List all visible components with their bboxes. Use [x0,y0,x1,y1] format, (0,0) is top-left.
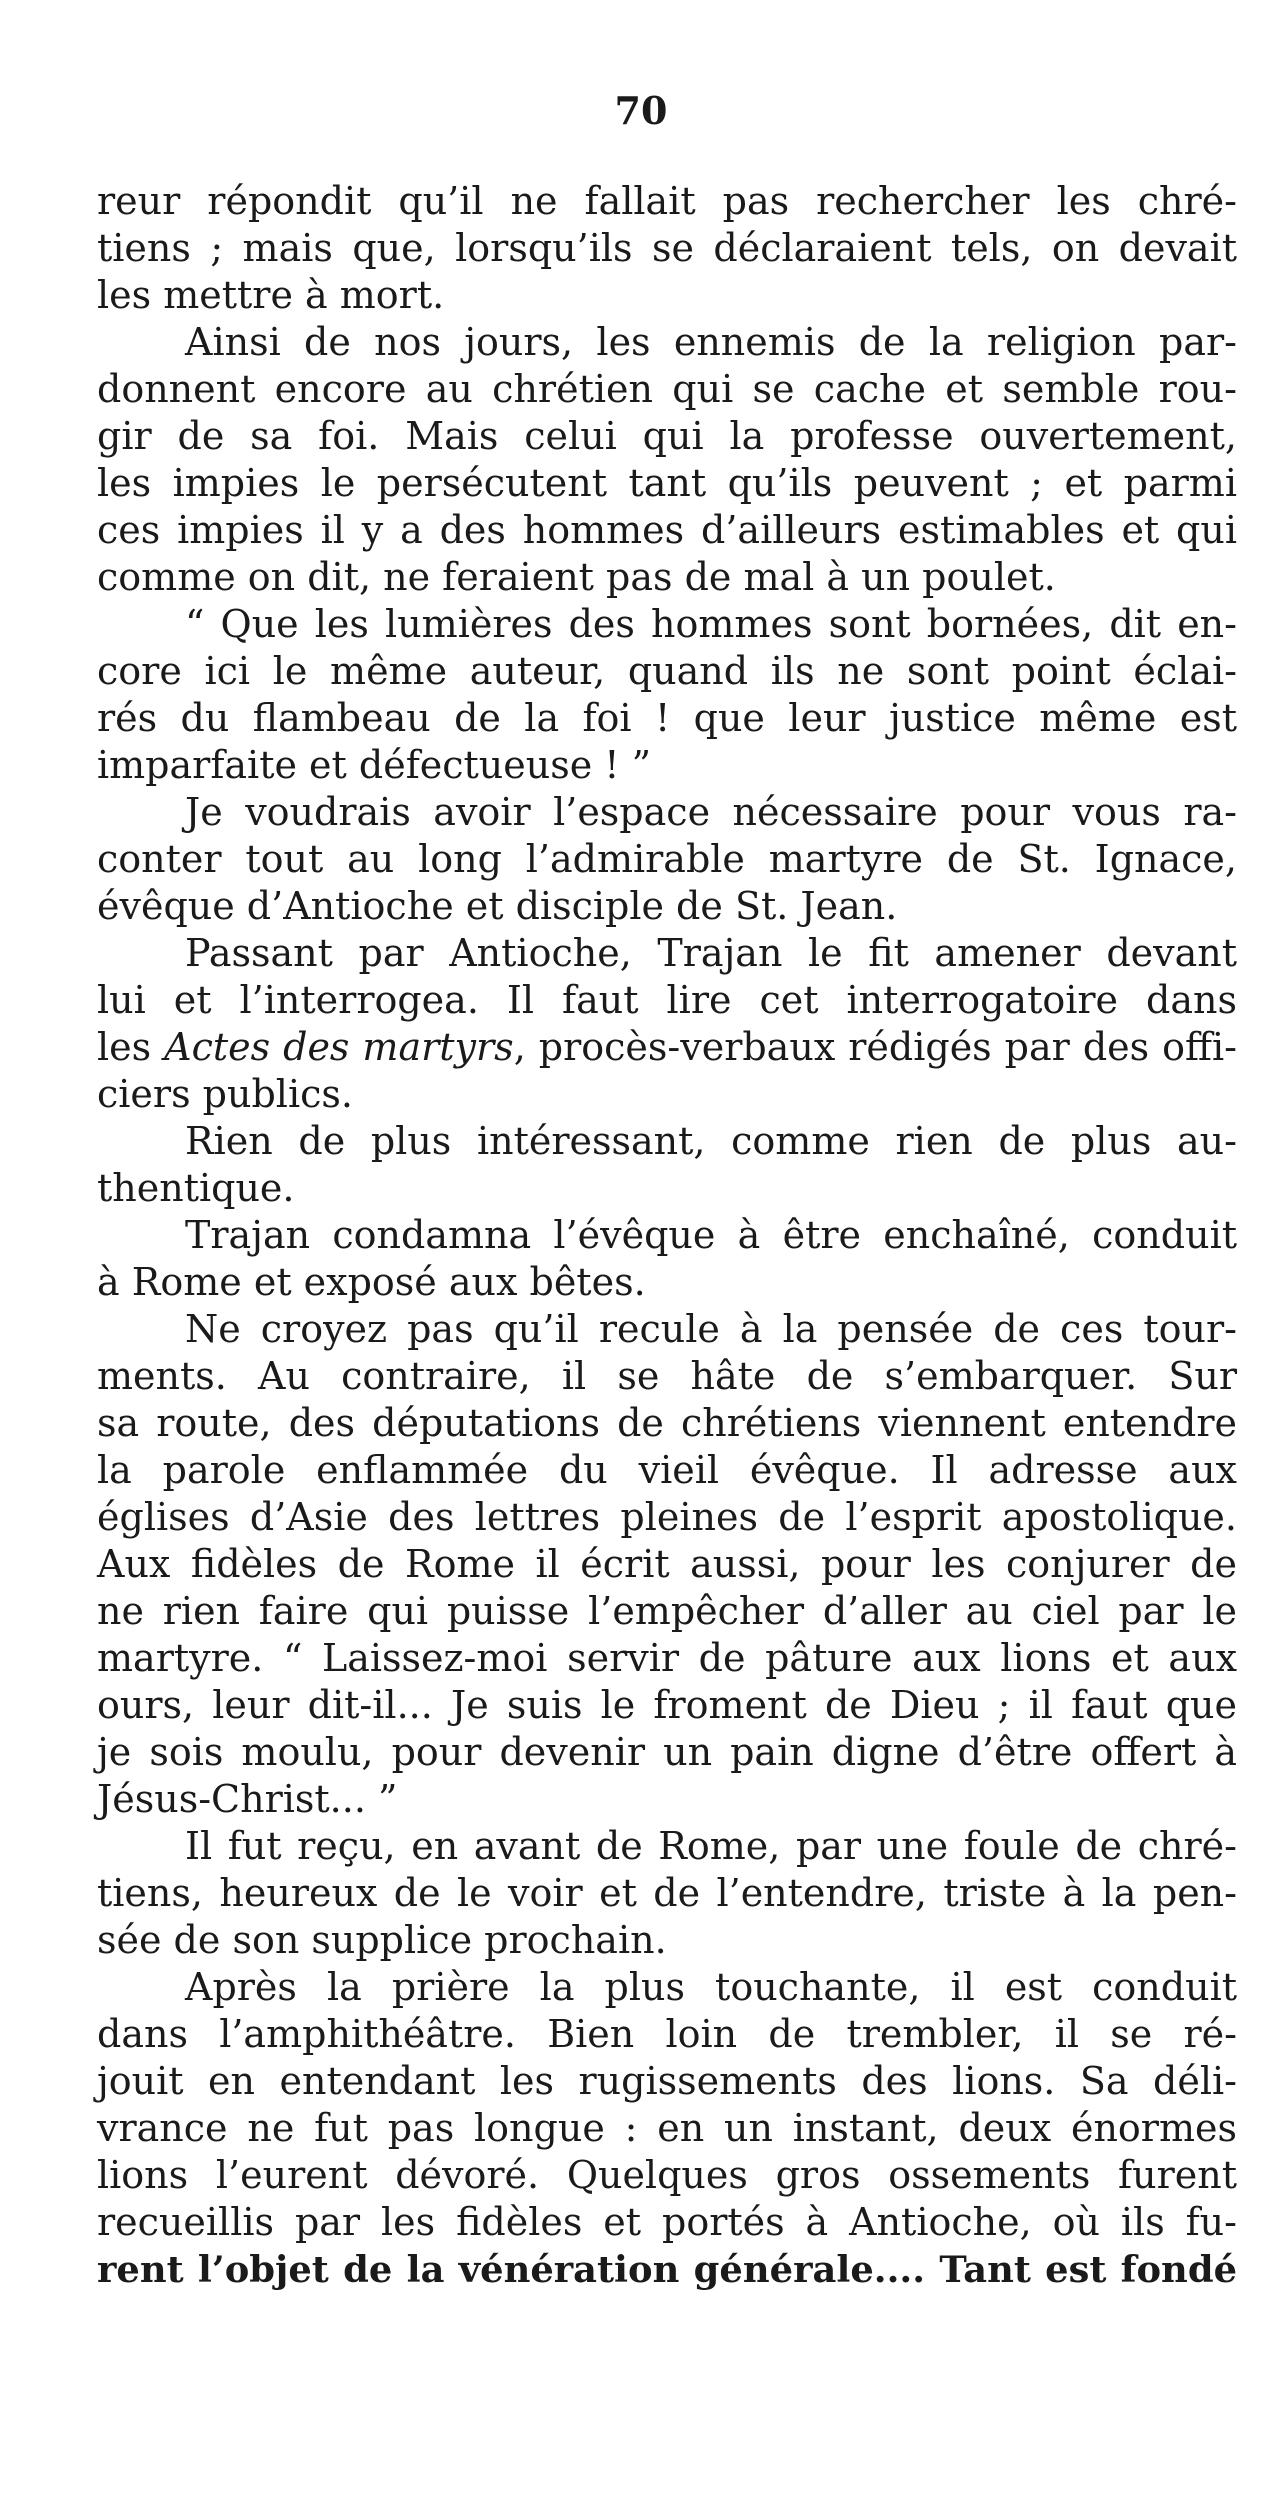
text-line-end: , procès-verbaux rédigés par des offi- [513,1025,1237,1069]
text-line: Ainsi de nos jours, les ennemis de la religion par- [185,320,1237,364]
text-line: évêque d’Antioche et disciple de St. Jean. [97,884,898,928]
text-line: Il fut reçu, en avant de Rome, par une foule de chré- [185,1824,1237,1868]
text-line: lions l’eurent dévoré. Quelques gros ossements furent [97,2153,1237,2197]
text-line: vrance ne fut pas longue : en un instant, deux énormes [97,2106,1237,2150]
text-line: lui et l’interrogea. Il faut lire cet interrogatoire dans [97,978,1237,1022]
text-line: les mettre à mort. [97,273,445,317]
text-line: rés du flambeau de la foi ! que leur justice même est [97,696,1237,740]
text-line: conter tout au long l’admirable martyre de St. Ignace, [97,837,1237,881]
text-line: recueillis par les fidèles et portés à Antioche, où ils fu- [97,2200,1237,2244]
text-line: tiens, heureux de le voir et de l’entendre, triste à la pen- [97,1871,1237,1915]
text-line: Trajan condamna l’évêque à être enchaîné, conduit [185,1213,1237,1257]
text-line: les impies le persécutent tant qu’ils peuvent ; et parmi [97,461,1237,505]
text-line-start: les [97,1025,165,1069]
text-line: jouit en entendant les rugissements des lions. Sa déli- [97,2059,1237,2103]
text-line: ne rien faire qui puisse l’empêcher d’aller au ciel par le [97,1589,1237,1633]
text-line: Ne croyez pas qu’il recule à la pensée de ces tour- [185,1307,1237,1351]
text-line: martyre. “ Laissez-moi servir de pâture aux lions et aux [97,1636,1237,1680]
text-line: thentique. [97,1166,295,1210]
text-line: dans l’amphithéâtre. Bien loin de trembler, il se ré- [97,2012,1237,2056]
text-line: donnent encore au chrétien qui se cache et semble rou- [97,367,1237,411]
text-line: ces impies il y a des hommes d’ailleurs estimables et qui [97,508,1237,552]
text-line: je sois moulu, pour devenir un pain digne d’être offert à [97,1730,1237,1774]
text-line: Passant par Antioche, Trajan le fit amener devant [185,931,1237,975]
page-number: 70 [614,88,668,133]
text-line: core ici le même auteur, quand ils ne sont point éclai- [97,649,1237,693]
text-line: Rien de plus intéressant, comme rien de plus au- [185,1119,1237,1163]
text-line: églises d’Asie des lettres pleines de l’esprit apostolique. [97,1495,1237,1539]
text-line [97,1024,1237,1071]
text-line: ciers publics. [97,1072,353,1116]
text-line: comme on dit, ne feraient pas de mal à un poulet. [97,555,1056,599]
text-line: Jésus-Christ... ” [97,1777,398,1821]
text-line: gir de sa foi. Mais celui qui la professe ouvertement, [97,414,1237,458]
text-line: imparfaite et défectueuse ! ” [97,743,652,787]
text-line: ours, leur dit-il... Je suis le froment de Dieu ; il faut que [97,1683,1237,1727]
text-line: reur répondit qu’il ne fallait pas rechercher les chré- [97,179,1237,223]
text-line: tiens ; mais que, lorsqu’ils se déclaraient tels, on devait [97,226,1237,270]
text-line: rent l’objet de la vénération générale.... Tant est fondé [97,2247,1237,2291]
text-line: “ Que les lumières des hommes sont bornées, dit en- [185,602,1237,646]
text-line: ments. Au contraire, il se hâte de s’embarquer. Sur [97,1354,1237,1398]
text-line: sée de son supplice prochain. [97,1918,667,1962]
text-line: la parole enflammée du vieil évêque. Il adresse aux [97,1448,1237,1492]
body-text [97,178,1237,2293]
text-line: Je voudrais avoir l’espace nécessaire pour vous ra- [185,790,1237,834]
text-line: Après la prière la plus touchante, il est conduit [185,1965,1237,2009]
text-line: Aux fidèles de Rome il écrit aussi, pour les conjurer de [97,1542,1237,1586]
italic-title: Actes des martyrs [164,1025,514,1069]
text-line: à Rome et exposé aux bêtes. [97,1260,646,1304]
text-line: sa route, des députations de chrétiens viennent entendre [97,1401,1237,1445]
